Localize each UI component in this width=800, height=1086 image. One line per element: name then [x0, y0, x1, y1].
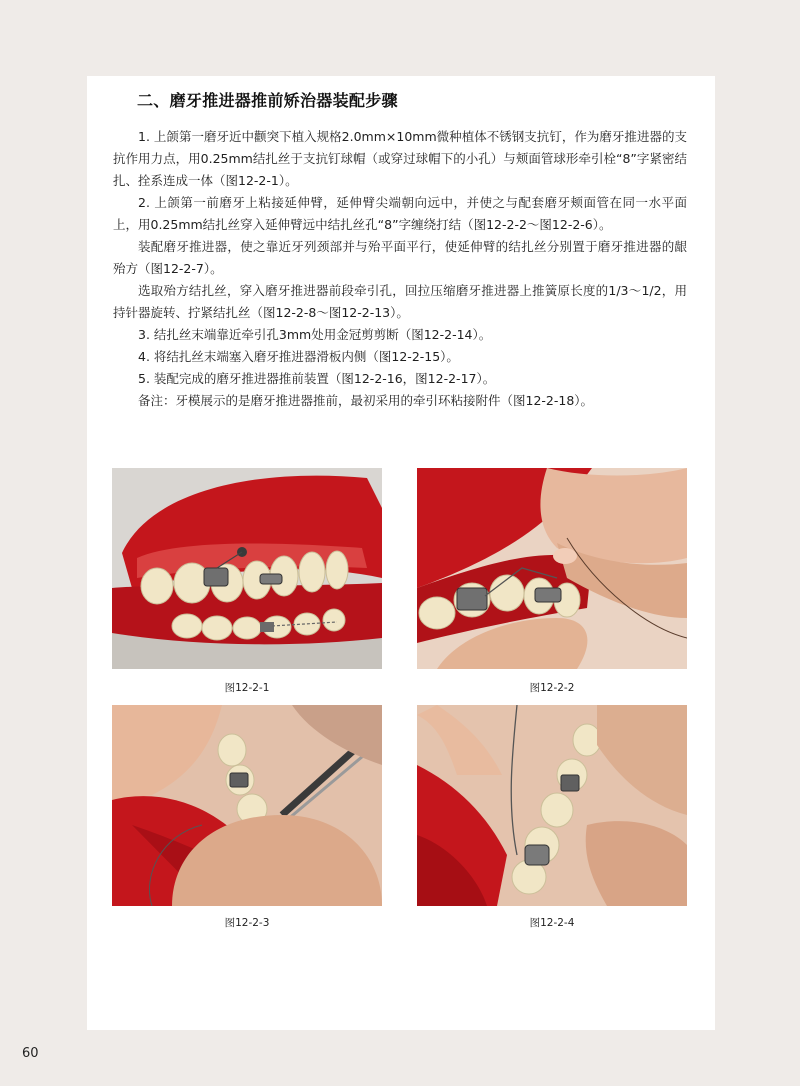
figure-12-2-3-photo: [112, 705, 382, 906]
paragraph-step-2: 2. 上颌第一前磨牙上粘接延伸臂，延伸臂尖端朝向远中，并使之与配套磨牙颊面管在同一水平面上，用0.25mm结扎丝穿入延伸臂远中结扎丝孔“8”字缠绕打结（图12-2-2～图12-2-6）。: [113, 195, 687, 232]
figure-12-2-2-photo: [417, 468, 687, 669]
paragraph-step-3: 3. 结扎丝末端靠近牵引孔3mm处用金冠剪剪断（图12-2-14）。: [138, 327, 492, 342]
figure-12-2-1-caption: 图12-2-1: [224, 682, 270, 694]
paragraph-step-1: 1. 上颌第一磨牙近中颧突下植入规格2.0mm×10mm微种植体不锈钢支抗钉，作为磨牙推进器的支抗作用力点，用0.25mm结扎丝于支抗钉球帽（或穿过球帽下的小孔）与颊面管球形牵引栓“8”字紧密结扎、拴系连成一体（图12-2-1）。: [113, 129, 687, 188]
figure-12-2-1-photo: [112, 468, 382, 669]
page-number: 60: [22, 1046, 39, 1061]
body-text: [113, 126, 687, 412]
figure-12-2-3-caption: 图12-2-3: [224, 917, 270, 929]
paragraph-step-4: 4. 将结扎丝末端塞入磨牙推进器滑板内侧（图12-2-15）。: [138, 349, 459, 364]
paragraph-ligature: 选取殆方结扎丝，穿入磨牙推进器前段牵引孔，回拉压缩磨牙推进器上推簧原长度的1/3～1/2，用持针器旋转、拧紧结扎丝（图12-2-8～图12-2-13）。: [113, 283, 687, 320]
paragraph-step-5: 5. 装配完成的磨牙推进器推前装置（图12-2-16，图12-2-17）。: [138, 371, 496, 386]
figure-12-2-4-caption: 图12-2-4: [529, 917, 575, 929]
paragraph-note: 备注：牙模展示的是磨牙推进器推前，最初采用的牵引环粘接附件（图12-2-18）。: [138, 393, 594, 408]
figure-12-2-4-photo: [417, 705, 687, 906]
section-title: 二、磨牙推进器推前矫治器装配步骤: [137, 91, 398, 110]
paragraph-assembly: 装配磨牙推进器，使之靠近牙列颈部并与殆平面平行，使延伸臂的结扎丝分别置于磨牙推进器的龈殆方（图12-2-7）。: [113, 239, 687, 276]
figure-12-2-2-caption: 图12-2-2: [529, 682, 575, 694]
